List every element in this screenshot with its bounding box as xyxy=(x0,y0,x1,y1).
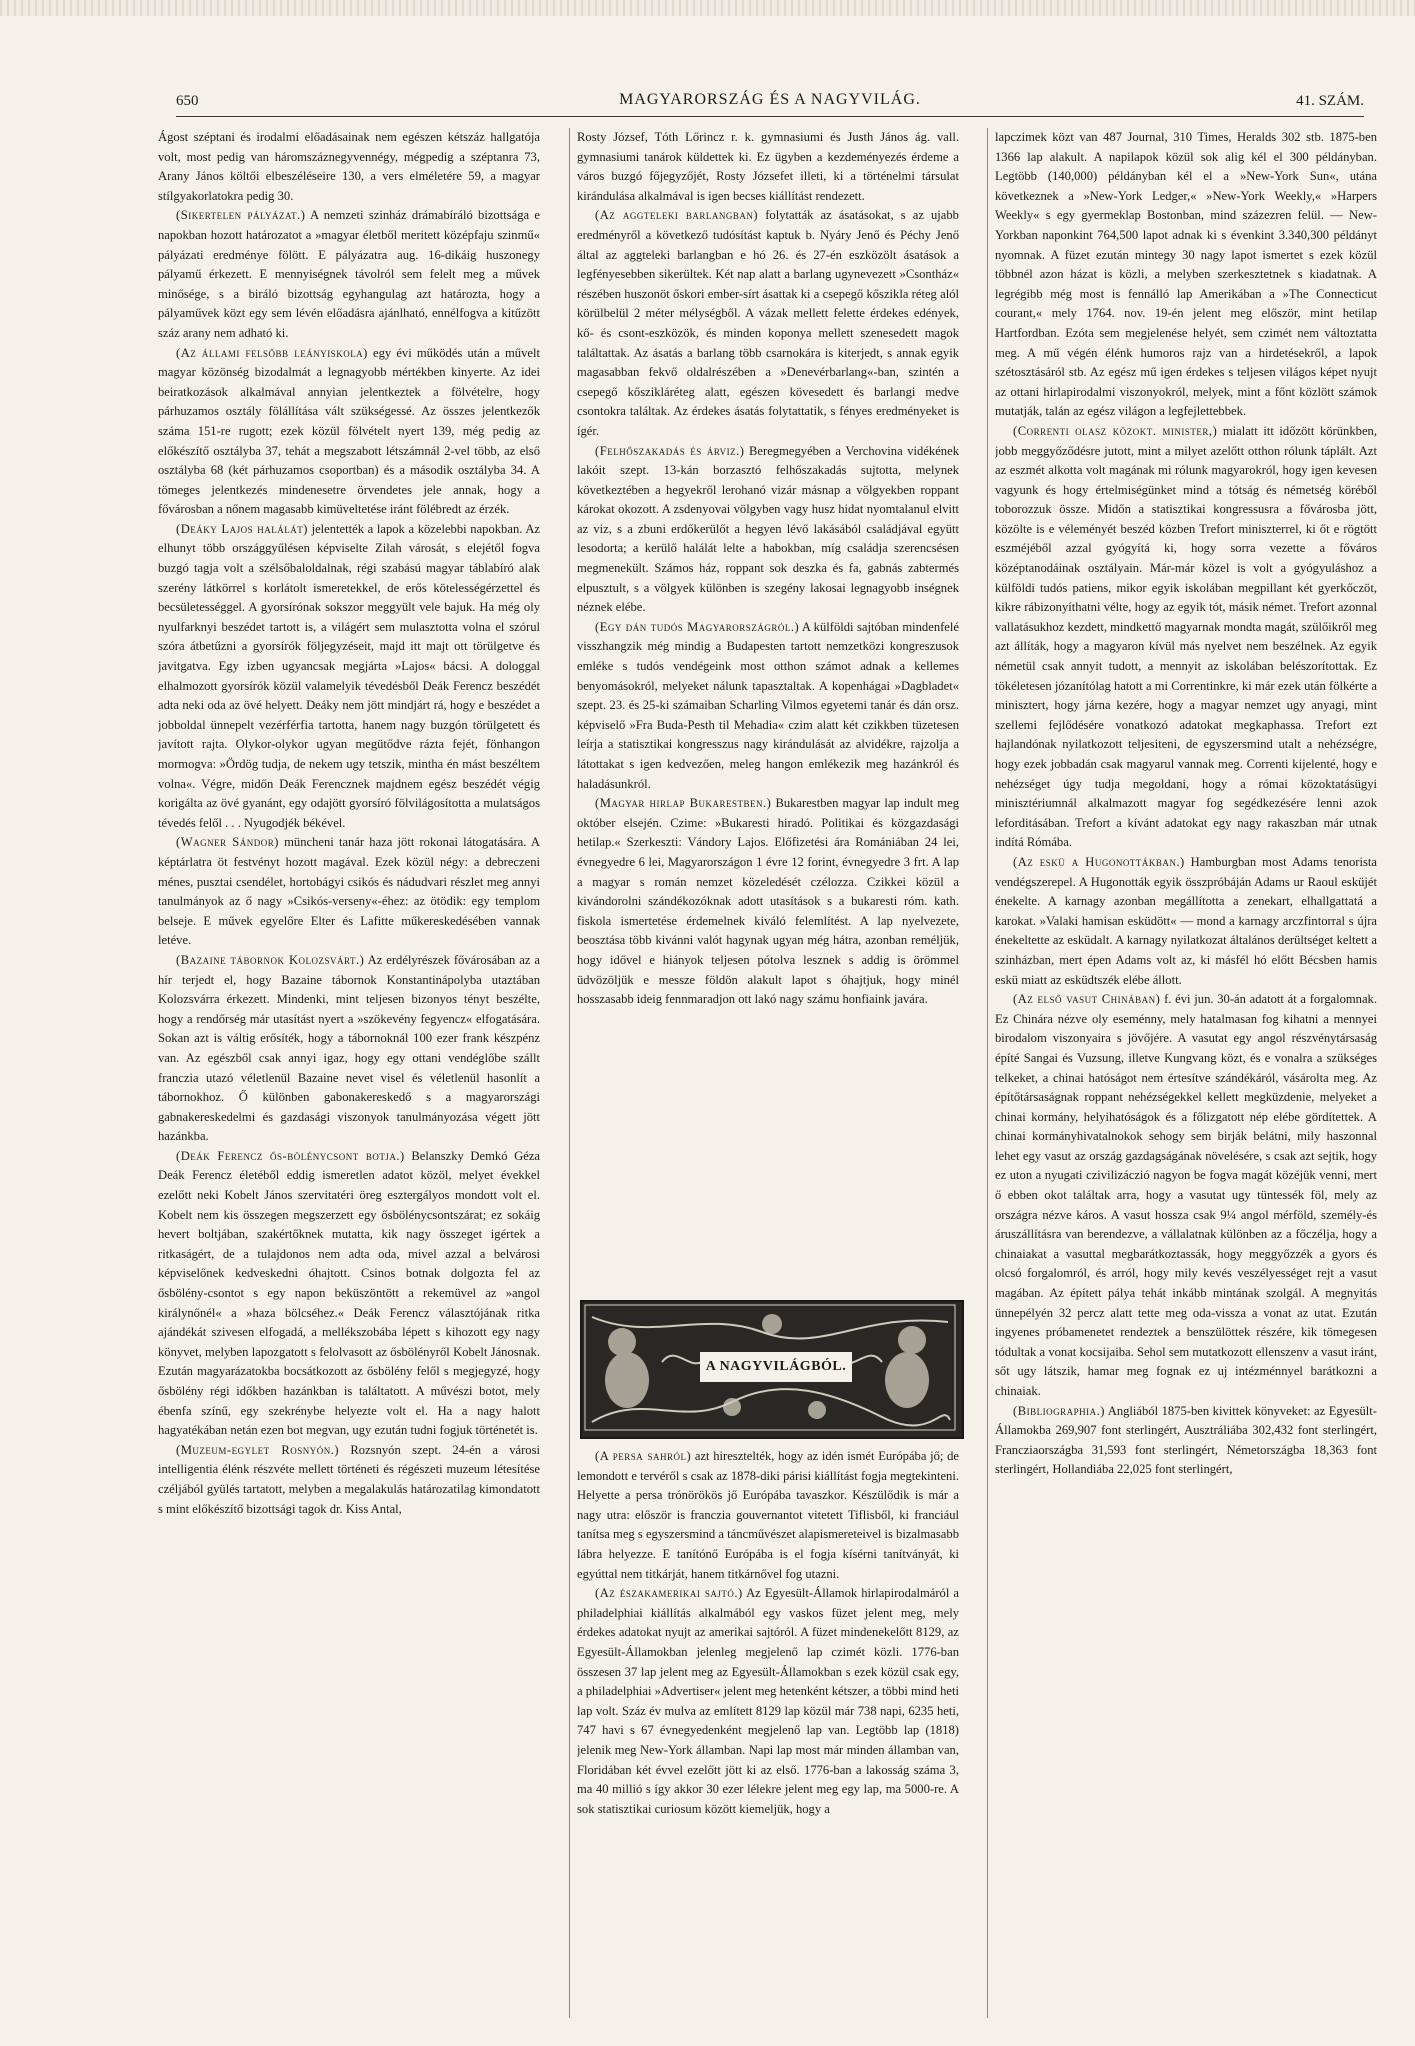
item-text: Rozsnyón szept. 24-én a városi intelligentia élénk részvéte mellett történeti és régészeti muzeum létesítése czéljából gyülés tartatott, melyben a megalakulás határozatilag kimondatott s mint előkészítő bizottsági tagok dr. Kiss Antal, xyxy=(158,1442,540,1516)
paragraph xyxy=(577,206,959,441)
item-text: folytatták az ásatásokat, s az ujabb eredményről a következő tudósítást kaptuk b. Nyáry Jenő és Péchy Jenő által az aggteleki barlangban e hó 26. és 27-én eszközölt ásatások a legfényesebben sikerültek. Két nap alatt a barlang ugynevezett »Csontház« részében huszonöt őskori ember-sírt ásattak ki a csepegő kőszikla réteg alól körülbelül 2 méter mélységből. A vázak mellett felette érdekes edények, kő- és csont-eszközök, és minden koponya mellett szenesedett magok találtattak. Az ásatás a barlang több csarnokára is kiterjedt, s annak egyik magasabban fekvő oldalrészében a »Denevérbarlang«-ban, szintén a csepegő kőszikláréteg alatt, egészen kövesedett és barlangi medve csontokra találtak. Az érdekes ásatás folytattatik, s fényes eredményeket is ígér. xyxy=(577,208,959,438)
paragraph xyxy=(995,1402,1377,1480)
item-heading: (Magyar hirlap Bukarestben.) xyxy=(595,796,772,811)
item-heading: (Az aggteleki barlangban) xyxy=(595,208,759,223)
paragraph: Rosty József, Tóth Lőrincz r. k. gymnasiumi és Justh János ág. vall. gymnasiumi tanárok küldettek ki. Ez ügyben a kezdeményezés érdeme a város buzgó főjegyzőjét, Rosty Józsefet illeti, ki a történelmi társulat kirándulása alkalmával is igen becses kiállítást rendezett. xyxy=(577,130,959,203)
scan-edge-band xyxy=(0,0,1415,16)
item-text: jelentették a lapok a közelebbi napokban. Az elhunyt több országgyűlésen képviselte Zilah városát, s elejétől fogva buzgó tagja volt a szélsőbaloldalnak, régi szabású magyar táblabíró alak szerény látkörrel s korlátolt ismeretekkel, de erős kötelességérzettel és becsületességgel. A gyorsírónak sokszor meggyült vele bajuk. Ha még oly nyulfarknyi beszédet tartott is, a világért sem mulasztotta volna el szórul szóra átbetűzni a gyorsírók följegyzéseit, majd itt majt ott törülgetve és javitgatva. Egy izben ugyancsak megjárta »Lajos« bácsi. A dologgal elhalmozott gyorsírók közül valamelyik tévedésből Deák Ferencz beszédét adta neki oda az övé helyett. Deáky nem jött mindjárt rá, hogy e beszédet a jobboldal ünnepelt vezérférfia tartotta, hanem nagy buzgón törülgetett és javított rajta. Olykor-olykor ugyan megütődve rázta fejét, fönhangon mormogva: »Ördög tudja, de nekem ugy tetszik, mintha én mást beszéltem volna«. Végre, midőn Deák Ferencznek majdnem egész beszédét végig korigálta az övé gyanánt, egy odajött gyorsíró fölvilágosította a mulatságos tévedés felől . . . Nyugodjék békével. xyxy=(158,521,540,830)
header-rule xyxy=(176,116,1364,117)
paragraph xyxy=(995,853,1377,990)
paragraph xyxy=(577,1584,959,1819)
item-heading: (Egy dán tudós Magyarországról.) xyxy=(595,619,800,634)
paragraph: Ágost széptani és irodalmi előadásainak nem egészen kétszáz hallgatója volt, most pedig van háromszáznegyvennégy, mégpedig a széptanra 73, Arany János költői elbeszéléseire 130, a vers elméletére 59, a magyar stílgyakorlatokra pedig 30. xyxy=(158,130,540,203)
paragraph xyxy=(158,833,540,951)
issue-number: 41. SZÁM. xyxy=(1296,93,1364,109)
item-heading: (Az eskü a Hugonottákban.) xyxy=(1013,854,1185,869)
column-divider xyxy=(569,128,570,2018)
item-text: egy évi működés után a művelt magyar közönség bizodalmát a legnagyobb mértékben kinyerte. Az idei beiratkozások alkalmával annyian jelentkeztek a fölvételre, hogy párhuzamos osztály fölállítása vált szükségessé. Az összes jelentkezők száma 151-re rugott; ezek közül fölvételt nyert 139, még pedig az előkészítő osztályba 37, tehát a megszabott létszámnál 2-vel több, az első osztályba 68 (két párhuzamos csoportban) és a második osztályba 34. A tömeges jelentkezés mindenesetre örvendetes jele annak, hogy a fővárosban a nőnem magasabb kimüveltetése iránt fölébredt az érzék. xyxy=(158,345,540,517)
paragraph xyxy=(577,442,959,618)
page-header xyxy=(176,91,1364,113)
paragraph: lapczimek közt van 487 Journal, 310 Times, Heralds 302 stb. 1875-ben 1366 lap alakult. A napilapok közül sok alig kél el 300 példányban. Legtöbb (140,000) példányban kél el a »New-York Sun«, utána következnek a »New-York Ledger,« »New-York Weekly,« »Harpers Weekly« s egy gyermeklap Bostonban, mind százezren felül. — New-Yorkban naponkint 764,500 lapot adnak ki s évenkint 3.340,300 példányt nyomnak. A füzet ezután mintegy 30 nagy lapot ismertet s ezek közül többnél azon házat is közli, a melyben szerkesztetnek s kiadatnak. A legrégibb még most is fennálló lap Amerikában a »The Connecticut courant,« mely 1764. nov. 19-én jelent meg először, mint hetilap Hartfordban. Ezóta sem megjelenése helyét, sem czimét nem változtatta meg. A mű végén élénk humoros rajz van a hirdetésekről, a lapok szétosztásáról stb. Az egész mű igen érdekes s teljesen világos képet nyujt az ottani hirlapirodalmi viszonyokról, melyek, mint a főnt közlött számok mutatják, talán az egész világon a legfejlettebbek. xyxy=(995,130,1377,419)
paragraph xyxy=(158,520,540,834)
item-text: A külföldi sajtóban mindenfelé visszhangzik még mindig a Budapesten tartott nemzetközi kongreszusok emléke s tudós vendégeink most otthon számot adnak a kellemes benyomásokról, melyeket nálunk tapasztaltak. A kopenhágai »Dagbladet« szept. 23. és 25-ki számaiban Scharling Vilmos egyetemi tanár és dán orsz. képviselő »Fra Buda-Pesth til Mehadia« czim alatt két czikkben tüzetesen leírja a statisztikai kongresszus nagy kirándulását az alvidékre, rajzolja a látottakat s igen kedvezően, meleg hangon emlékezik meg hazánkról és haladásunkról. xyxy=(577,619,959,791)
column-2-upper xyxy=(577,128,959,1128)
item-heading: (Bibliographia.) xyxy=(1013,1403,1105,1418)
journal-title: MAGYARORSZÁG ÉS A NAGYVILÁG. xyxy=(619,91,921,108)
item-heading: (Az északamerikai sajtó.) xyxy=(595,1586,743,1601)
item-text: Beregmegyében a Verchovina vidékének lakóit szept. 13-kán borzasztó felhőszakadás sujtotta, melynek következtében a hegyekről lerohanó vizár másnap a völgyekben roppant károkat okozott. A zsdenyovai völgyben vagy husz hidat nyomtalanul elvitt az viz, s a zbuni erdőkerülőt a hegyen lévő lakásából családjával együtt lesodorta; a kerülő halálát lelte a habokban, míg családja szerencsésen megmenekült. Számos ház, roppant sok deszka és fa, gabnás zabtermés elpusztult, s a völgyek különben is szegény lakosai legnagyobb inségnek néznek elébe. xyxy=(577,443,959,615)
item-heading: (Felhőszakadás és árviz.) xyxy=(595,443,745,458)
item-heading: (Az első vasut Chinában) xyxy=(1013,992,1161,1007)
paragraph xyxy=(158,206,540,343)
item-text: Bukarestben magyar lap indult meg október elsején. Czime: »Bukaresti hiradó. Politikai és közgazdasági hetilap.« Szerkeszti: Vándory Lajos. Előfizetési ára Romániában 24 lei, évnegyedre 6 lei, Magyarországon 1 évre 12 forint, évnegyedre 3 frt. A lap a magyar s román nemzet közeledését czélozza. Czikkei közül a kivándorolni szándékozóknak adott utasítások s a bukaresti róm. kath. fiskola ismertetése érdemelnek kiváló felemlítést. A lap nyelvezete, beosztása több kivánni valót hagynak ugyan még hátra, azonban reméljük, hogy idővel e hiányok teljesen pótolva lesznek s addig is örömmel üdvözöljük e messze földön alakult lapot s óhajtjuk, hogy minél hosszasabb ideig fennmaradjon ott lakó nagy számu honfiaink javára. xyxy=(577,796,959,1007)
item-heading: (Wagner Sándor) xyxy=(176,835,279,850)
item-text: Az Egyesült-Államok hirlapirodalmáról a philadelphiai kiállítás alkalmából egy vaskos füzet jelent meg, mely érdekes adatokat nyujt az amerikai sajtóról. A füzet mindenekelőtt 8129, az Egyesült-Államokban jelenleg megjelenő lap czimét közli. 1776-ban összesen 37 lap jelent meg az Egyesült-Államokban s ezek közül csak egy, a philadelphiai »Advertiser« jelent meg hetenként kétszer, a többi mind heti lap volt. Száz év mulva az említett 8129 lap közül már 738 napi, 6235 heti, 747 havi s 67 évnegyedenként megjelenő lap van. Legtöbb lap (1818) jelenik meg New-York államban. Napi lap most már minden államban van, Floridában két évvel ezelőtt jött ki az első. 1776-ban a lakosság száma 3, ma 40 millió s így akkor 30 ezer lélekre jelent meg egy lap, ma 5000-re. A sok statisztikai curiosum között kiemeljük, hogy a xyxy=(577,1586,959,1816)
paragraph xyxy=(158,1147,540,1441)
column-1 xyxy=(158,128,540,2028)
item-text: Hamburgban most Adams tenorista vendégszerepel. A Hugonották egyik összpróbáján Adams ur Raoul esküjét énekelte. A karnagy azonban megállította a zenekart, elhallgattatá a karokat. »Valaki hamisan esküdött« — mond a karnagy arczfintorral s újra énekeltette az esküdalt. A karnagy nyilatkozat általános derültséget keltett a szinházban, mert épen Adams volt az, ki másfél hó előtt Bécsben hamis eskü miatt az esküdtszék elébe állott. xyxy=(995,854,1377,987)
item-text: müncheni tanár haza jött rokonai látogatására. A képtárlatra öt festvényt hozott magával. Ezek közül négy: a debreczeni ménes, pusztai csendélet, hortobágyi csikós és nádudvari részlet meg annyi tanulmányok az ő nagy »Csikós-verseny«-éhez: az ötödik: egy templom belseje. E művek egyelőre Elter és Lafitte műkereskedésében vannak letéve. xyxy=(158,835,540,948)
item-text: f. évi jun. 30-án adatott át a forgalomnak. Ez Chinára nézve oly eseménny, mely hatalmasan fog kihatni a mennyei birodalom viszonyaira s jövőjére. A vasutat egy angol részvénytársaság építé Sangai és Vuzsung, illetve Kungvang közt, és e vonalra a szükséges telkeket, a chinai hatóságot nem értesítve szándékáról, vásárolta meg. Az építőtársaságnak roppant nehézségekkel kellett megküzdenie, melyeket a chinai kormány, helyihatóságok és a főlizgatott nép elébe gördítettek. A chinai kormányhivatalnokok sehogy sem birják belátni, mily haszonnal lehet egy vasut az ország gazdagságának növelésére, s csak azt sejtik, hogy ez uton a nyugati czivilizáczió nagyon be fogva magát közéjük venni, mert ő ebben okot találtak arra, hogy a vasutat ugy tüntessék föl, mely az országra nézve káros. A vasut hossza csak 9¼ angol mérföld, személy-és áruszállításra van berendezve, a vállalatnak különben az a főczélja, hogy a chinaiakat a vasuttal megbarátkoztassák, hogy meggyőzzék a gyors és olcsó forgalomról, és arról, hogy mily kevés veszélyességet rejt a vasut magában. Az épített pálya tehát inkább mintának szolgál. A megnyitás ünnepélyén 32 percz alatt tette meg oda-vissza a vonat az utat. Ezután ingyenes próbamenetet rendeztek a benszülöttek részére, kik tömegesen tódultak a vonat kocsijaiba. Sehol sem mutatkozott ellenszenv a vasut iránt, sőt ugy látszik, hamar meg fognak ez uj intézménnyel barátkozni a chinaiak. xyxy=(995,992,1377,1398)
paragraph xyxy=(158,344,540,520)
item-heading: (A persa sahról) xyxy=(595,1449,692,1463)
item-text: mialatt itt időzött körünkben, jobb meggyőződésre jutott, mint a milyet azelőtt otthon rólunk táplált. Azt az eszmét alkotta volt magának mi rólunk magyarokról, hogy igen kevesen vagyunk és hogy értelmiségünket mind a tótság és németség köréből toborozzuk össze. Midőn a statisztikai kongressusra a fővárosba jött, közölte is e véleményét beszéd közben Trefort miniszterrel, ki őt e rögtött eszméjéből azzal gyógyítá ki, hogy sorra vezette a főváros középtanodáinak osztályain. Már-már közel is volt a gyógyuláshoz a külföldi tudós patiens, mikor egyik iskolában megpillant két gyerkőczöt, kikre rábizonyíthatni vélte, hogy az egyik tót, másik német. Trefort azonnal vallatásukhoz kezdett, mindkettő magyarnak mondta magát, szülőikről meg azt állíták, hogy a magyaron kívül más nyelvet nem beszélnek. Az egyik németül csak annyit tudott, a mennyit az iskolában belészorítottak. Ez tökéletesen józanítólag hatott a mi Correntinkre, ki már ezek után fölkérte a minisztert, hogy járna kezére, hogy a magyar nemzet ugy anyagi, mint szellemi fejlődésére vonatkozó adatokat megkaphassa. Trefort ezt hajlandónak nyilatkozott teljesiteni, de egyszersmind utalt a nehézségre, hogy ezek jobbadán csak magyarul vannak meg. Correnti kijelenté, hogy e nehézséget úgy tudja megoldani, hogy a római közoktatásügyi minisztériumnál alkalmazott magyar fog segédkezésére lenni azok leforditásában. Trefort a kívánt adatokat egy nagy rakaszban már utnak indítá Rómába. xyxy=(995,423,1377,850)
item-text: azt hiresztelték, hogy az idén ismét Európába jő; de lemondott e tervéről s csak az 1878-diki párisi kiállítást fogja megtekinteni. Helyette a persa trónörökös jő Európába tavaszkor. Készülődik is már a nagy utra: először is franczia gouvernantot vitetett Tiflisből, ki franciául tanítsa meg s egyszersmind a táncművészet alapismereteivel is bizalmasabb lábra helyezze. E tanítónő Európába is el fogja kísérni tanítványát, ki egyúttal nem titkárját, hanem titkárnővel fog utazni. xyxy=(577,1449,959,1581)
item-text: Belanszky Demkó Géza Deák Ferencz életéből eddig ismeretlen adatot közöl, melyet évekkel ezelőtt neki Kobelt János szervitatéri öreg esztergályos mondott volt el. Kobelt nem kis összegen megszerzett egy ősbölénycsontszárat; ez sokáig hevert boltjában, szakértőknek mutatta, kik nagy összeget igértek a ritkaságért, de a tulajdonos nem adta oda, mivel azzal a belvárosi képviselőnek kedveskedni óhajtott. Csinos botnak dolgozta fel az ősbölény-csontot s egy napon beküszöntött a rekemüvel az »angol királynőnél« a »haza bölcséhez.« Deák Ferencz választójának ritka ajándékát szivesen elfogadá, a mellékszobába lépett s kihozott egy nagy könyvet, melyben lapozgatott s felolvasott az ősbölényről Kobelt Jánosnak. Ezután magyarázatokba bocsátkozott az ősbölény felől s megjegyzé, hogy ősbölény régi időkben hazánkban is találtatott. A művészi botot, mely ébenfa színű, egy szekrénybe helyezte volt el. Ha a nagy halott hagyatékában netán ezen bot megvan, ugy ezután tudni fogjuk történetét is. xyxy=(158,1148,540,1438)
item-heading: (Deák Ferencz ős-bölénycsont botja.) xyxy=(176,1148,405,1163)
item-text: A nemzeti szinház drámabíráló bizottsága e napokban hozott határozatot a »magyar életből meritett középfaju szinmű« pályázati eredménye fölött. E pályázatra aug. 16-dikáig huszonegy pályamű érkezett. E mennyiségnek távolról sem felelt meg a művek minősége, s a biráló bizottság egyhangulag azt határozta, hogy a pályaművek közt egy sem lévén előadásra ajánlható, ennélfogva a kitűzött száz arany nem adható ki. xyxy=(158,208,540,340)
item-heading: (Az állami felsőbb leányiskola) xyxy=(176,345,368,360)
column-divider xyxy=(987,128,988,2018)
item-heading: (Bazaine tábornok Kolozsvárt.) xyxy=(176,952,365,967)
paragraph xyxy=(158,951,540,1147)
paragraph xyxy=(577,1447,959,1584)
paragraph xyxy=(158,1441,540,1519)
page-number: 650 xyxy=(176,93,199,109)
paragraph xyxy=(995,422,1377,853)
banner-title: A NAGYVILÁGBÓL. xyxy=(700,1352,852,1382)
item-heading: (Sikertelen pályázat.) xyxy=(176,208,306,223)
paragraph xyxy=(995,990,1377,1401)
item-heading: (Muzeum-egylet Rosnyón.) xyxy=(176,1442,340,1457)
section-banner xyxy=(580,1300,964,1439)
paragraph xyxy=(577,618,959,794)
paragraph xyxy=(577,794,959,1010)
item-text: Angliából 1875-ben kivittek könyveket: az Egyesült-Államokba 269,907 font sterlingért, Ausztráliába 302,432 font sterlingért, Francziaországba 31,593 font sterlingért, Németországba 18,363 font sterlingért, Hollandiába 22,025 font sterlingért, xyxy=(995,1403,1377,1477)
item-heading: (Correnti olasz közokt. minister,) xyxy=(1013,423,1218,438)
item-heading: (Deáky Lajos halálát) xyxy=(176,521,308,536)
item-text: Az erdélyrészek fővárosában az a hír terjedt el, hogy Bazaine tábornok Konstantinápolyba utaztában Kolozsvárra érkezett. Mindenki, mint teljesen bizonyos tényt beszélte, hogy a rendőrség már utasítást nyert a »szökevény fegyencz« elfogatására. Sokan azt is váltig erősíték, hogy a tábornoknál 100 ezer frank készpénz van. Az egészből csak annyi igaz, hogy egy ottani vendéglőbe szállt franczia utazó véletlenül Bazaine nevet visel és véletlenül hasonlít a tábornokhoz. Ő különben gabonakereskedő s a magyarországi gabnakereskedelmi és gazdasági viszonyok tanulmányozása végett jött hazánkba. xyxy=(158,952,540,1144)
column-3 xyxy=(995,128,1377,2028)
column-2-lower xyxy=(577,1447,959,2037)
